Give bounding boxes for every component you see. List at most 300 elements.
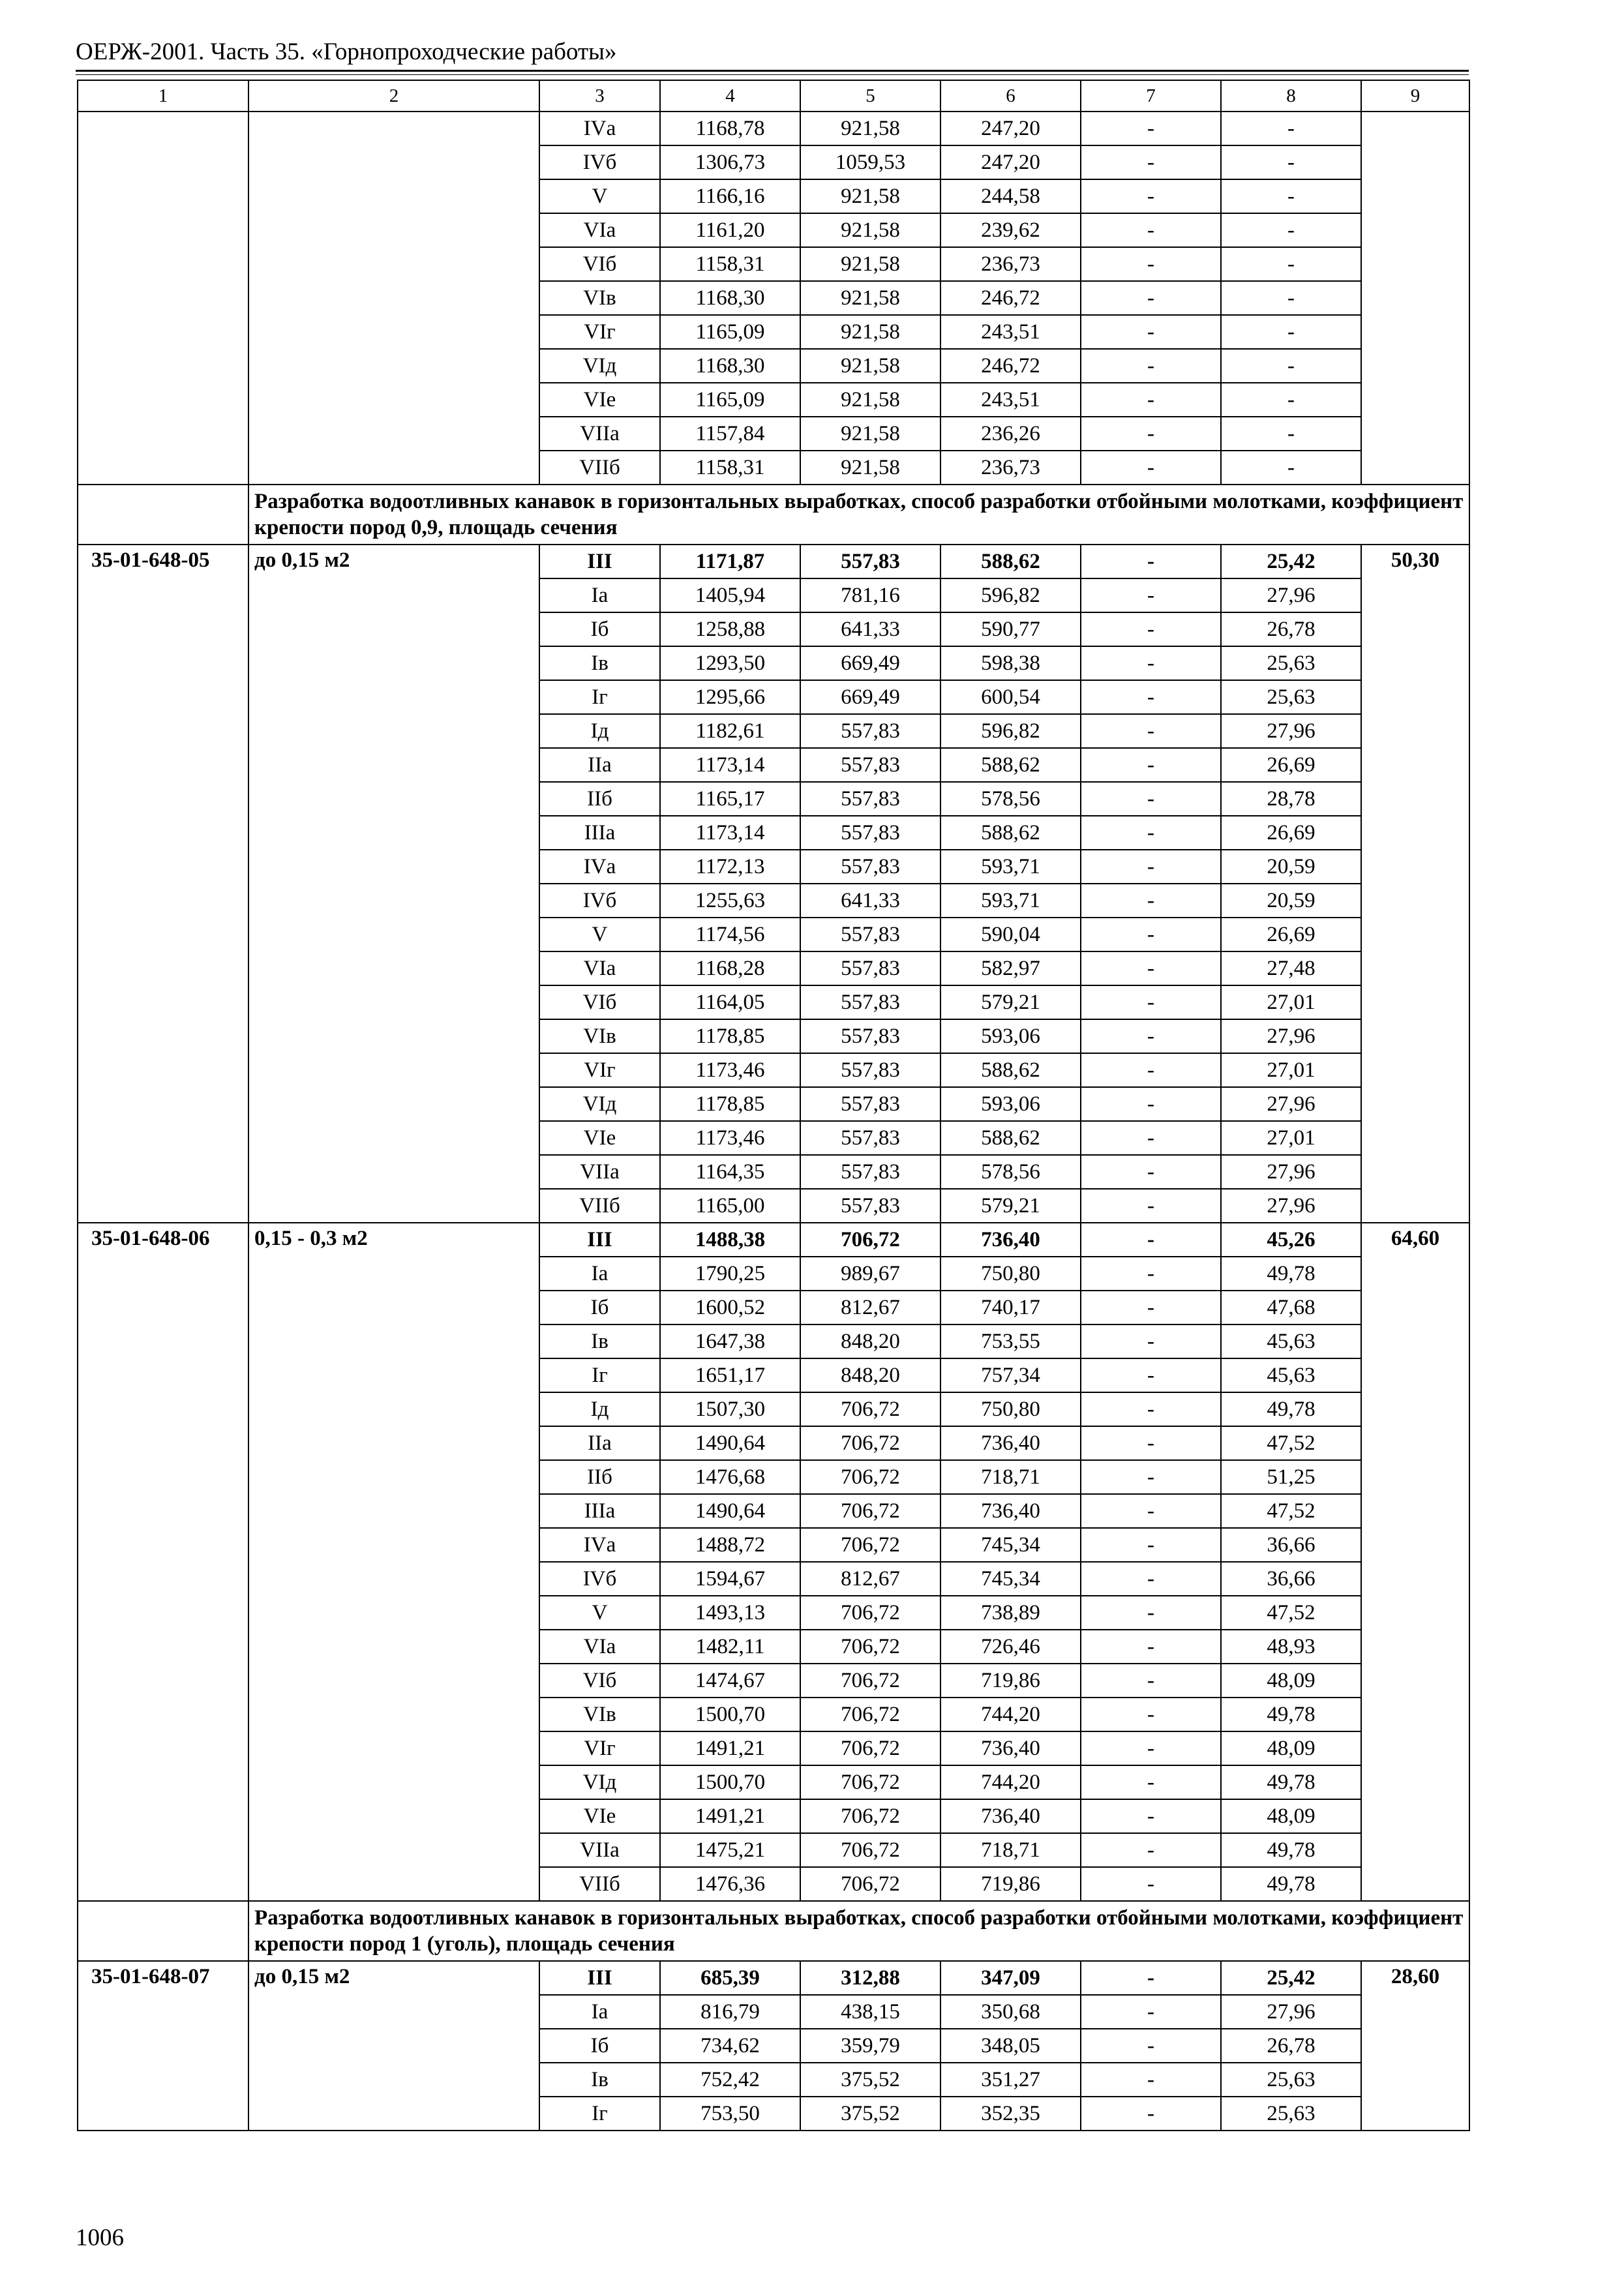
wages: 706,72 [800, 1596, 940, 1630]
wages: 557,83 [800, 748, 940, 782]
table-row [78, 1961, 1469, 1995]
machinist-wages: - [1081, 1358, 1221, 1392]
wages: 921,58 [800, 247, 940, 281]
materials: 47,52 [1221, 1426, 1361, 1460]
materials: 47,52 [1221, 1494, 1361, 1528]
zone-code: VIа [539, 213, 660, 247]
zone-code: Iа [539, 578, 660, 612]
machine-costs: 247,20 [940, 145, 1081, 179]
zone-code: VIе [539, 1121, 660, 1155]
machine-costs: 750,80 [940, 1392, 1081, 1426]
zone-code: VIа [539, 951, 660, 985]
zone-code: III [539, 1223, 660, 1257]
machine-costs: 718,71 [940, 1460, 1081, 1494]
materials: 36,66 [1221, 1528, 1361, 1562]
column-number: 1 [78, 80, 248, 112]
materials: - [1221, 349, 1361, 383]
direct-costs: 1475,21 [660, 1833, 800, 1867]
direct-costs: 1500,70 [660, 1698, 800, 1731]
direct-costs: 1168,30 [660, 281, 800, 315]
section-title: Разработка водоотливных канавок в горизонтальных выработках, способ разработки отбойными молотками, коэффициент крепости пород 1 (уголь), площадь сечения [248, 1901, 1469, 1961]
direct-costs: 1173,46 [660, 1121, 800, 1155]
machinist-wages: - [1081, 1291, 1221, 1324]
machinist-wages: - [1081, 2097, 1221, 2131]
machine-costs: 588,62 [940, 1121, 1081, 1155]
materials: 48,93 [1221, 1630, 1361, 1664]
direct-costs: 1490,64 [660, 1494, 800, 1528]
work-description: 0,15 - 0,3 м2 [248, 1223, 539, 1901]
wages: 669,49 [800, 680, 940, 714]
wages: 989,67 [800, 1257, 940, 1291]
machinist-wages: - [1081, 1562, 1221, 1596]
header-rule [76, 70, 1469, 75]
direct-costs: 1158,31 [660, 451, 800, 485]
zone-code: Iв [539, 646, 660, 680]
machinist-wages: - [1081, 1698, 1221, 1731]
machine-costs: 236,73 [940, 451, 1081, 485]
zone-code: VIб [539, 985, 660, 1019]
rate-code [78, 112, 248, 485]
materials: 27,01 [1221, 1053, 1361, 1087]
materials: 25,63 [1221, 2097, 1361, 2131]
materials: 49,78 [1221, 1833, 1361, 1867]
machine-costs: 736,40 [940, 1494, 1081, 1528]
zone-code: III [539, 545, 660, 578]
column-number: 7 [1081, 80, 1221, 112]
wages: 921,58 [800, 383, 940, 417]
machinist-wages: - [1081, 1324, 1221, 1358]
direct-costs: 752,42 [660, 2063, 800, 2097]
machinist-wages: - [1081, 646, 1221, 680]
wages: 706,72 [800, 1223, 940, 1257]
machine-costs: 579,21 [940, 985, 1081, 1019]
section-empty-cell [78, 485, 248, 545]
direct-costs: 1790,25 [660, 1257, 800, 1291]
materials: 25,63 [1221, 680, 1361, 714]
column-number: 5 [800, 80, 940, 112]
machinist-wages: - [1081, 816, 1221, 850]
direct-costs: 685,39 [660, 1961, 800, 1995]
column-number: 6 [940, 80, 1081, 112]
materials: 25,42 [1221, 545, 1361, 578]
machine-costs: 593,71 [940, 850, 1081, 884]
zone-code: Iб [539, 612, 660, 646]
rate-code: 35-01-648-06 [78, 1223, 248, 1901]
materials: 49,78 [1221, 1765, 1361, 1799]
direct-costs: 1165,09 [660, 315, 800, 349]
machinist-wages: - [1081, 1596, 1221, 1630]
materials: 47,52 [1221, 1596, 1361, 1630]
direct-costs: 1166,16 [660, 179, 800, 213]
machine-costs: 738,89 [940, 1596, 1081, 1630]
materials: - [1221, 281, 1361, 315]
table-row [78, 112, 1469, 145]
zone-code: IIIа [539, 1494, 660, 1528]
zone-code: Iб [539, 2029, 660, 2063]
section-header-row [78, 485, 1469, 545]
machine-costs: 244,58 [940, 179, 1081, 213]
machinist-wages: - [1081, 1257, 1221, 1291]
table-row [78, 1223, 1469, 1257]
wages: 921,58 [800, 315, 940, 349]
zone-code: IIа [539, 748, 660, 782]
direct-costs: 1491,21 [660, 1799, 800, 1833]
rates-table [77, 80, 1470, 2131]
zone-code: V [539, 1596, 660, 1630]
direct-costs: 1476,36 [660, 1867, 800, 1901]
materials: 26,69 [1221, 816, 1361, 850]
machine-costs: 745,34 [940, 1528, 1081, 1562]
wages: 557,83 [800, 1087, 940, 1121]
materials: 26,69 [1221, 748, 1361, 782]
wages: 706,72 [800, 1664, 940, 1698]
machinist-wages: - [1081, 112, 1221, 145]
wages: 557,83 [800, 850, 940, 884]
materials: - [1221, 315, 1361, 349]
zone-code: Iа [539, 1257, 660, 1291]
machine-costs: 243,51 [940, 315, 1081, 349]
materials: 27,96 [1221, 1087, 1361, 1121]
wages: 812,67 [800, 1562, 940, 1596]
zone-code: VIд [539, 1765, 660, 1799]
direct-costs: 734,62 [660, 2029, 800, 2063]
wages: 557,83 [800, 816, 940, 850]
machine-costs: 736,40 [940, 1426, 1081, 1460]
labor-costs [1361, 112, 1469, 485]
materials: 27,96 [1221, 1155, 1361, 1189]
wages: 848,20 [800, 1324, 940, 1358]
wages: 557,83 [800, 1053, 940, 1087]
machine-costs: 750,80 [940, 1257, 1081, 1291]
materials: 28,78 [1221, 782, 1361, 816]
zone-code: Iб [539, 1291, 660, 1324]
materials: 49,78 [1221, 1257, 1361, 1291]
machinist-wages: - [1081, 349, 1221, 383]
machinist-wages: - [1081, 1426, 1221, 1460]
direct-costs: 1178,85 [660, 1019, 800, 1053]
machinist-wages: - [1081, 2063, 1221, 2097]
direct-costs: 1493,13 [660, 1596, 800, 1630]
direct-costs: 1405,94 [660, 578, 800, 612]
materials: 27,96 [1221, 714, 1361, 748]
machinist-wages: - [1081, 748, 1221, 782]
wages: 641,33 [800, 884, 940, 918]
materials: 26,69 [1221, 918, 1361, 951]
machine-costs: 246,72 [940, 349, 1081, 383]
zone-code: V [539, 179, 660, 213]
machinist-wages: - [1081, 1833, 1221, 1867]
machinist-wages: - [1081, 1799, 1221, 1833]
machine-costs: 243,51 [940, 383, 1081, 417]
materials: 48,09 [1221, 1799, 1361, 1833]
direct-costs: 1594,67 [660, 1562, 800, 1596]
direct-costs: 1173,14 [660, 748, 800, 782]
wages: 1059,53 [800, 145, 940, 179]
zone-code: VIIа [539, 1155, 660, 1189]
machinist-wages: - [1081, 1053, 1221, 1087]
wages: 557,83 [800, 714, 940, 748]
wages: 669,49 [800, 646, 940, 680]
wages: 557,83 [800, 1189, 940, 1223]
direct-costs: 1173,14 [660, 816, 800, 850]
wages: 706,72 [800, 1630, 940, 1664]
wages: 706,72 [800, 1765, 940, 1799]
machinist-wages: - [1081, 884, 1221, 918]
zone-code: III [539, 1961, 660, 1995]
wages: 706,72 [800, 1698, 940, 1731]
direct-costs: 1165,09 [660, 383, 800, 417]
direct-costs: 1255,63 [660, 884, 800, 918]
machine-costs: 596,82 [940, 578, 1081, 612]
page-number: 1006 [76, 2224, 124, 2251]
machinist-wages: - [1081, 383, 1221, 417]
machine-costs: 590,04 [940, 918, 1081, 951]
direct-costs: 1157,84 [660, 417, 800, 451]
machinist-wages: - [1081, 451, 1221, 485]
machine-costs: 598,38 [940, 646, 1081, 680]
direct-costs: 1161,20 [660, 213, 800, 247]
direct-costs: 1168,78 [660, 112, 800, 145]
direct-costs: 753,50 [660, 2097, 800, 2131]
machinist-wages: - [1081, 1765, 1221, 1799]
machinist-wages: - [1081, 145, 1221, 179]
zone-code: IIб [539, 782, 660, 816]
machinist-wages: - [1081, 1121, 1221, 1155]
wages: 848,20 [800, 1358, 940, 1392]
column-number: 2 [248, 80, 539, 112]
materials: - [1221, 179, 1361, 213]
rate-code: 35-01-648-05 [78, 545, 248, 1223]
wages: 921,58 [800, 281, 940, 315]
section-empty-cell [78, 1901, 248, 1961]
table-row [78, 545, 1469, 578]
machine-costs: 596,82 [940, 714, 1081, 748]
materials: 27,01 [1221, 1121, 1361, 1155]
zone-code: IIб [539, 1460, 660, 1494]
zone-code: VIг [539, 1053, 660, 1087]
materials: 45,63 [1221, 1358, 1361, 1392]
machinist-wages: - [1081, 1867, 1221, 1901]
zone-code: IVб [539, 884, 660, 918]
wages: 921,58 [800, 349, 940, 383]
labor-costs: 28,60 [1361, 1961, 1469, 2131]
direct-costs: 1488,72 [660, 1528, 800, 1562]
work-description: до 0,15 м2 [248, 1961, 539, 2131]
wages: 812,67 [800, 1291, 940, 1324]
materials: 27,96 [1221, 1995, 1361, 2029]
materials: 49,78 [1221, 1392, 1361, 1426]
materials: 51,25 [1221, 1460, 1361, 1494]
machine-costs: 593,71 [940, 884, 1081, 918]
materials: - [1221, 417, 1361, 451]
materials: 47,68 [1221, 1291, 1361, 1324]
machine-costs: 600,54 [940, 680, 1081, 714]
machinist-wages: - [1081, 1528, 1221, 1562]
wages: 706,72 [800, 1426, 940, 1460]
column-number: 3 [539, 80, 660, 112]
zone-code: Iг [539, 680, 660, 714]
machine-costs: 757,34 [940, 1358, 1081, 1392]
zone-code: VIб [539, 247, 660, 281]
machinist-wages: - [1081, 612, 1221, 646]
wages: 557,83 [800, 782, 940, 816]
machine-costs: 590,77 [940, 612, 1081, 646]
materials: - [1221, 112, 1361, 145]
wages: 438,15 [800, 1995, 940, 2029]
machinist-wages: - [1081, 1731, 1221, 1765]
machinist-wages: - [1081, 1189, 1221, 1223]
machine-costs: 718,71 [940, 1833, 1081, 1867]
work-description: до 0,15 м2 [248, 545, 539, 1223]
machine-costs: 719,86 [940, 1664, 1081, 1698]
zone-code: IVа [539, 112, 660, 145]
materials: 26,78 [1221, 2029, 1361, 2063]
direct-costs: 1168,30 [660, 349, 800, 383]
zone-code: VIе [539, 1799, 660, 1833]
machine-costs: 744,20 [940, 1698, 1081, 1731]
machine-costs: 246,72 [940, 281, 1081, 315]
direct-costs: 1174,56 [660, 918, 800, 951]
zone-code: Iг [539, 2097, 660, 2131]
machine-costs: 736,40 [940, 1799, 1081, 1833]
machine-costs: 578,56 [940, 1155, 1081, 1189]
machinist-wages: - [1081, 1995, 1221, 2029]
machine-costs: 239,62 [940, 213, 1081, 247]
machinist-wages: - [1081, 545, 1221, 578]
wages: 706,72 [800, 1460, 940, 1494]
machinist-wages: - [1081, 417, 1221, 451]
table-body [78, 80, 1469, 2131]
wages: 557,83 [800, 545, 940, 578]
materials: 45,26 [1221, 1223, 1361, 1257]
zone-code: Iг [539, 1358, 660, 1392]
direct-costs: 1482,11 [660, 1630, 800, 1664]
zone-code: Iв [539, 1324, 660, 1358]
zone-code: IVб [539, 145, 660, 179]
zone-code: VIг [539, 315, 660, 349]
direct-costs: 1158,31 [660, 247, 800, 281]
direct-costs: 1295,66 [660, 680, 800, 714]
wages: 706,72 [800, 1528, 940, 1562]
wages: 921,58 [800, 213, 940, 247]
direct-costs: 1647,38 [660, 1324, 800, 1358]
machine-costs: 579,21 [940, 1189, 1081, 1223]
direct-costs: 1306,73 [660, 145, 800, 179]
machine-costs: 236,73 [940, 247, 1081, 281]
materials: 25,63 [1221, 2063, 1361, 2097]
materials: 36,66 [1221, 1562, 1361, 1596]
zone-code: VIIа [539, 417, 660, 451]
materials: 25,42 [1221, 1961, 1361, 1995]
materials: 27,96 [1221, 578, 1361, 612]
machine-costs: 352,35 [940, 2097, 1081, 2131]
materials: - [1221, 213, 1361, 247]
machine-costs: 719,86 [940, 1867, 1081, 1901]
materials: 27,96 [1221, 1189, 1361, 1223]
machine-costs: 726,46 [940, 1630, 1081, 1664]
section-header-row [78, 1901, 1469, 1961]
direct-costs: 1168,28 [660, 951, 800, 985]
wages: 706,72 [800, 1833, 940, 1867]
machine-costs: 588,62 [940, 1053, 1081, 1087]
machine-costs: 736,40 [940, 1731, 1081, 1765]
zone-code: VIд [539, 349, 660, 383]
materials: 48,09 [1221, 1731, 1361, 1765]
machinist-wages: - [1081, 850, 1221, 884]
direct-costs: 1600,52 [660, 1291, 800, 1324]
machinist-wages: - [1081, 1961, 1221, 1995]
materials: 27,48 [1221, 951, 1361, 985]
machinist-wages: - [1081, 1392, 1221, 1426]
wages: 557,83 [800, 918, 940, 951]
direct-costs: 1165,00 [660, 1189, 800, 1223]
wages: 641,33 [800, 612, 940, 646]
wages: 312,88 [800, 1961, 940, 1995]
zone-code: IVа [539, 1528, 660, 1562]
machinist-wages: - [1081, 2029, 1221, 2063]
zone-code: IIIа [539, 816, 660, 850]
machine-costs: 740,17 [940, 1291, 1081, 1324]
wages: 557,83 [800, 1155, 940, 1189]
machinist-wages: - [1081, 714, 1221, 748]
zone-code: Iд [539, 1392, 660, 1426]
direct-costs: 1164,05 [660, 985, 800, 1019]
materials: 20,59 [1221, 884, 1361, 918]
machine-costs: 745,34 [940, 1562, 1081, 1596]
machine-costs: 736,40 [940, 1223, 1081, 1257]
materials: 20,59 [1221, 850, 1361, 884]
machine-costs: 588,62 [940, 545, 1081, 578]
wages: 359,79 [800, 2029, 940, 2063]
machinist-wages: - [1081, 918, 1221, 951]
machinist-wages: - [1081, 179, 1221, 213]
direct-costs: 1491,21 [660, 1731, 800, 1765]
zone-code: VIд [539, 1087, 660, 1121]
materials: 49,78 [1221, 1867, 1361, 1901]
wages: 921,58 [800, 112, 940, 145]
wages: 557,83 [800, 1121, 940, 1155]
direct-costs: 1488,38 [660, 1223, 800, 1257]
zone-code: VIб [539, 1664, 660, 1698]
zone-code: IVа [539, 850, 660, 884]
zone-code: VIе [539, 383, 660, 417]
column-number: 4 [660, 80, 800, 112]
wages: 781,16 [800, 578, 940, 612]
zone-code: Iа [539, 1995, 660, 2029]
machinist-wages: - [1081, 1019, 1221, 1053]
machinist-wages: - [1081, 951, 1221, 985]
section-title: Разработка водоотливных канавок в горизонтальных выработках, способ разработки отбойными молотками, коэффициент крепости пород 0,9, площадь сечения [248, 485, 1469, 545]
machine-costs: 350,68 [940, 1995, 1081, 2029]
materials: 45,63 [1221, 1324, 1361, 1358]
zone-code: VIIб [539, 1189, 660, 1223]
direct-costs: 1500,70 [660, 1765, 800, 1799]
wages: 921,58 [800, 451, 940, 485]
machinist-wages: - [1081, 1494, 1221, 1528]
labor-costs: 50,30 [1361, 545, 1469, 1223]
wages: 921,58 [800, 179, 940, 213]
direct-costs: 1165,17 [660, 782, 800, 816]
machinist-wages: - [1081, 985, 1221, 1019]
machine-costs: 236,26 [940, 417, 1081, 451]
direct-costs: 1474,67 [660, 1664, 800, 1698]
machine-costs: 348,05 [940, 2029, 1081, 2063]
machine-costs: 351,27 [940, 2063, 1081, 2097]
direct-costs: 1651,17 [660, 1358, 800, 1392]
machinist-wages: - [1081, 247, 1221, 281]
labor-costs: 64,60 [1361, 1223, 1469, 1901]
rate-code: 35-01-648-07 [78, 1961, 248, 2131]
